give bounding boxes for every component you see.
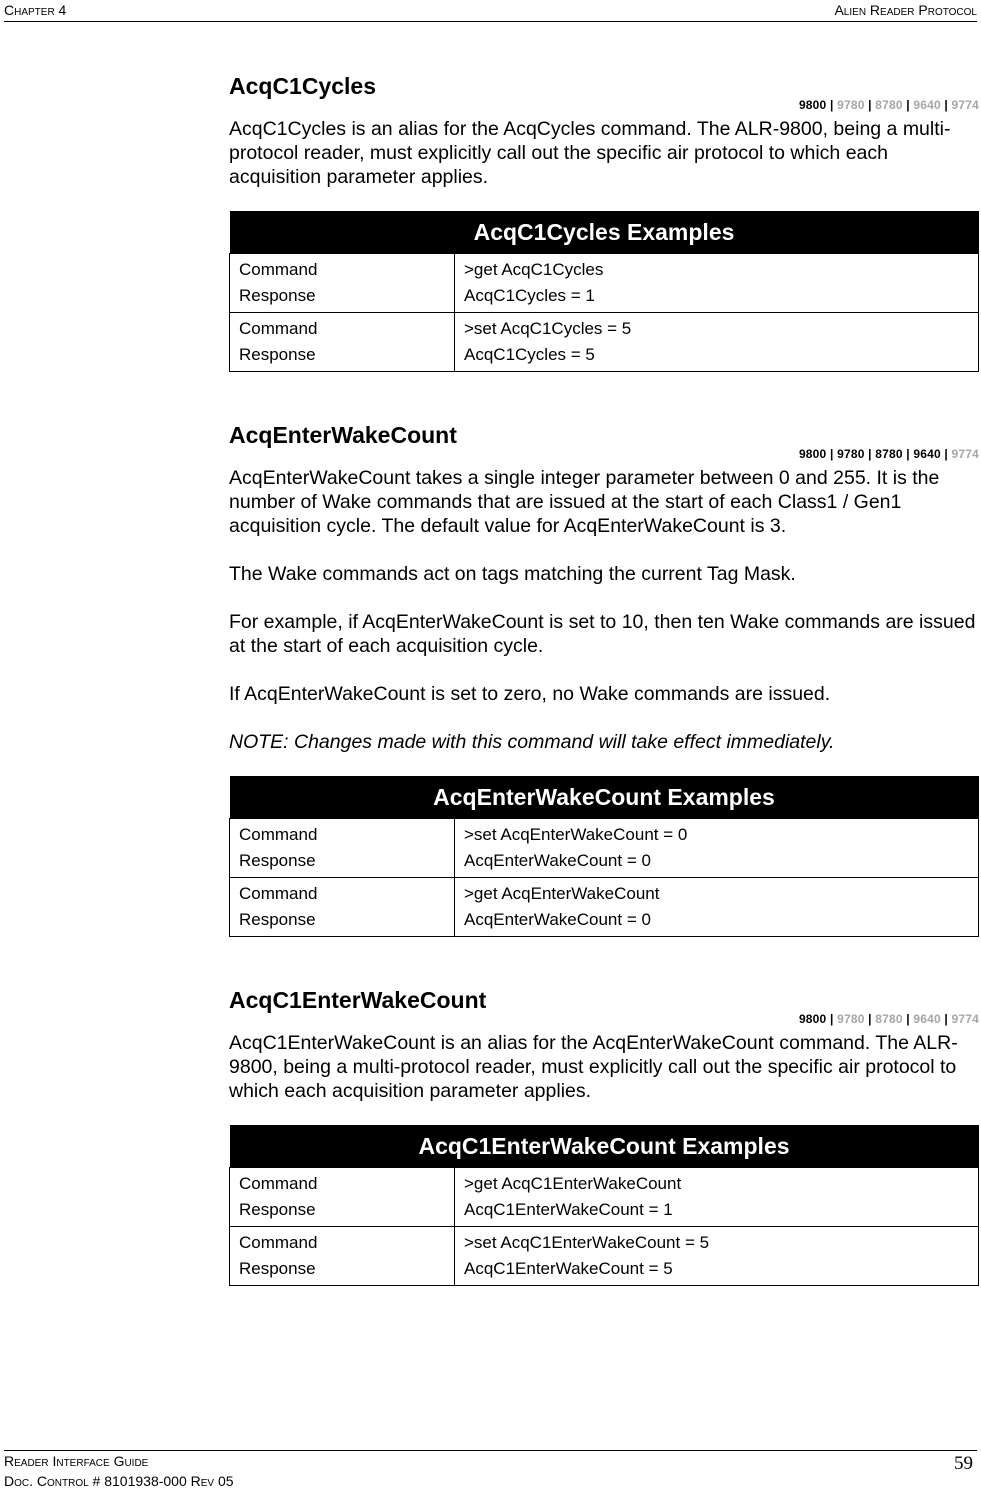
row-label: Response <box>239 1259 316 1278</box>
model-separator: | <box>864 447 876 461</box>
model-label: 8780 <box>875 447 903 461</box>
section-acqenterwakecount <box>229 421 979 937</box>
table-row <box>230 254 979 313</box>
row-value: >get AcqC1Cycles <box>464 260 604 279</box>
table-row <box>230 819 979 878</box>
paragraph: AcqC1Cycles is an alias for the AcqCycles command. The ALR-9800, being a multi-protocol reader, must explicitly call out the specific air protocol to which each acquisition parameter applies. <box>229 118 951 188</box>
document-title: Alien Reader Protocol <box>834 2 977 18</box>
model-label: 9640 <box>913 98 941 112</box>
model-separator: | <box>902 447 914 461</box>
paragraph: If AcqEnterWakeCount is set to zero, no Wake commands are issued. <box>229 683 831 705</box>
guide-title: Reader Interface Guide <box>4 1453 149 1469</box>
doc-control: Doc. Control # 8101938-000 Rev 05 <box>4 1473 234 1489</box>
row-value: >get AcqEnterWakeCount <box>464 884 660 903</box>
model-separator: | <box>826 98 838 112</box>
model-separator: | <box>826 1012 838 1026</box>
row-value: AcqC1Cycles = 1 <box>464 286 595 305</box>
row-label: Command <box>239 884 318 903</box>
model-separator: | <box>864 98 876 112</box>
row-value: AcqEnterWakeCount = 0 <box>464 910 651 929</box>
examples-table <box>229 1125 979 1286</box>
row-value: AcqC1EnterWakeCount = 1 <box>464 1200 673 1219</box>
row-value: >set AcqC1EnterWakeCount = 5 <box>464 1233 710 1252</box>
examples-table <box>229 776 979 937</box>
table-row <box>230 1227 979 1286</box>
section-title: AcqC1EnterWakeCount <box>229 987 487 1013</box>
model-label: 9800 <box>798 447 827 461</box>
model-label: 9800 <box>798 1012 827 1026</box>
paragraph: For example, if AcqEnterWakeCount is set to 10, then ten Wake commands are issued at the start of each acquisition cycle. <box>229 611 976 657</box>
row-value: AcqC1EnterWakeCount = 5 <box>464 1259 673 1278</box>
row-label: Command <box>239 1174 318 1193</box>
row-value: >set AcqEnterWakeCount = 0 <box>464 825 688 844</box>
model-label: 9780 <box>837 447 865 461</box>
model-list <box>229 98 979 112</box>
paragraph: AcqEnterWakeCount takes a single integer parameter between 0 and 255. It is the number of Wake commands that are issued at the start of each Class1 / Gen1 acquisition cycle. The default value for AcqEnterWakeCount is 3. <box>229 467 940 537</box>
model-label: 9780 <box>837 98 865 112</box>
row-label: Response <box>239 345 316 364</box>
row-label: Command <box>239 319 318 338</box>
model-separator: | <box>902 98 914 112</box>
row-label: Command <box>239 825 318 844</box>
table-row <box>230 1168 979 1227</box>
section-title: AcqC1Cycles <box>229 73 377 99</box>
section-acqc1cycles <box>229 72 979 372</box>
model-list <box>229 447 979 461</box>
note: NOTE: Changes made with this command will take effect immediately. <box>229 731 835 753</box>
row-label: Response <box>239 910 316 929</box>
table-title: AcqC1Cycles Examples <box>230 211 979 254</box>
model-separator: | <box>902 1012 914 1026</box>
model-separator: | <box>940 98 952 112</box>
examples-table <box>229 211 979 372</box>
row-label: Response <box>239 851 316 870</box>
row-label: Command <box>239 1233 318 1252</box>
section-acqc1enterwakecount <box>229 986 979 1286</box>
model-label: 9800 <box>798 98 827 112</box>
model-separator: | <box>940 447 952 461</box>
model-separator: | <box>940 1012 952 1026</box>
model-label: 9640 <box>913 447 941 461</box>
table-row <box>230 878 979 937</box>
chapter-label: Chapter 4 <box>4 2 67 18</box>
row-value: >get AcqC1EnterWakeCount <box>464 1174 682 1193</box>
model-label: 8780 <box>875 1012 903 1026</box>
page-number: 59 <box>954 1453 973 1474</box>
model-label: 9774 <box>951 1012 979 1026</box>
page-footer <box>4 1450 977 1491</box>
table-title: AcqEnterWakeCount Examples <box>230 776 979 819</box>
page-header <box>4 0 977 22</box>
row-label: Response <box>239 1200 316 1219</box>
model-label: 8780 <box>875 98 903 112</box>
section-title: AcqEnterWakeCount <box>229 422 457 448</box>
model-label: 9780 <box>837 1012 865 1026</box>
paragraph: AcqC1EnterWakeCount is an alias for the AcqEnterWakeCount command. The ALR-9800, being a multi-protocol reader, must explicitly call out the specific air protocol to which each acquisition parameter applies. <box>229 1032 958 1102</box>
row-value: AcqC1Cycles = 5 <box>464 345 595 364</box>
model-separator: | <box>826 447 838 461</box>
table-title: AcqC1EnterWakeCount Examples <box>230 1125 979 1168</box>
model-label: 9774 <box>951 98 979 112</box>
row-value: AcqEnterWakeCount = 0 <box>464 851 651 870</box>
row-label: Command <box>239 260 318 279</box>
model-list <box>229 1012 979 1026</box>
paragraph: The Wake commands act on tags matching the current Tag Mask. <box>229 563 796 585</box>
model-label: 9774 <box>951 447 979 461</box>
row-label: Response <box>239 286 316 305</box>
row-value: >set AcqC1Cycles = 5 <box>464 319 632 338</box>
table-row <box>230 313 979 372</box>
model-label: 9640 <box>913 1012 941 1026</box>
model-separator: | <box>864 1012 876 1026</box>
